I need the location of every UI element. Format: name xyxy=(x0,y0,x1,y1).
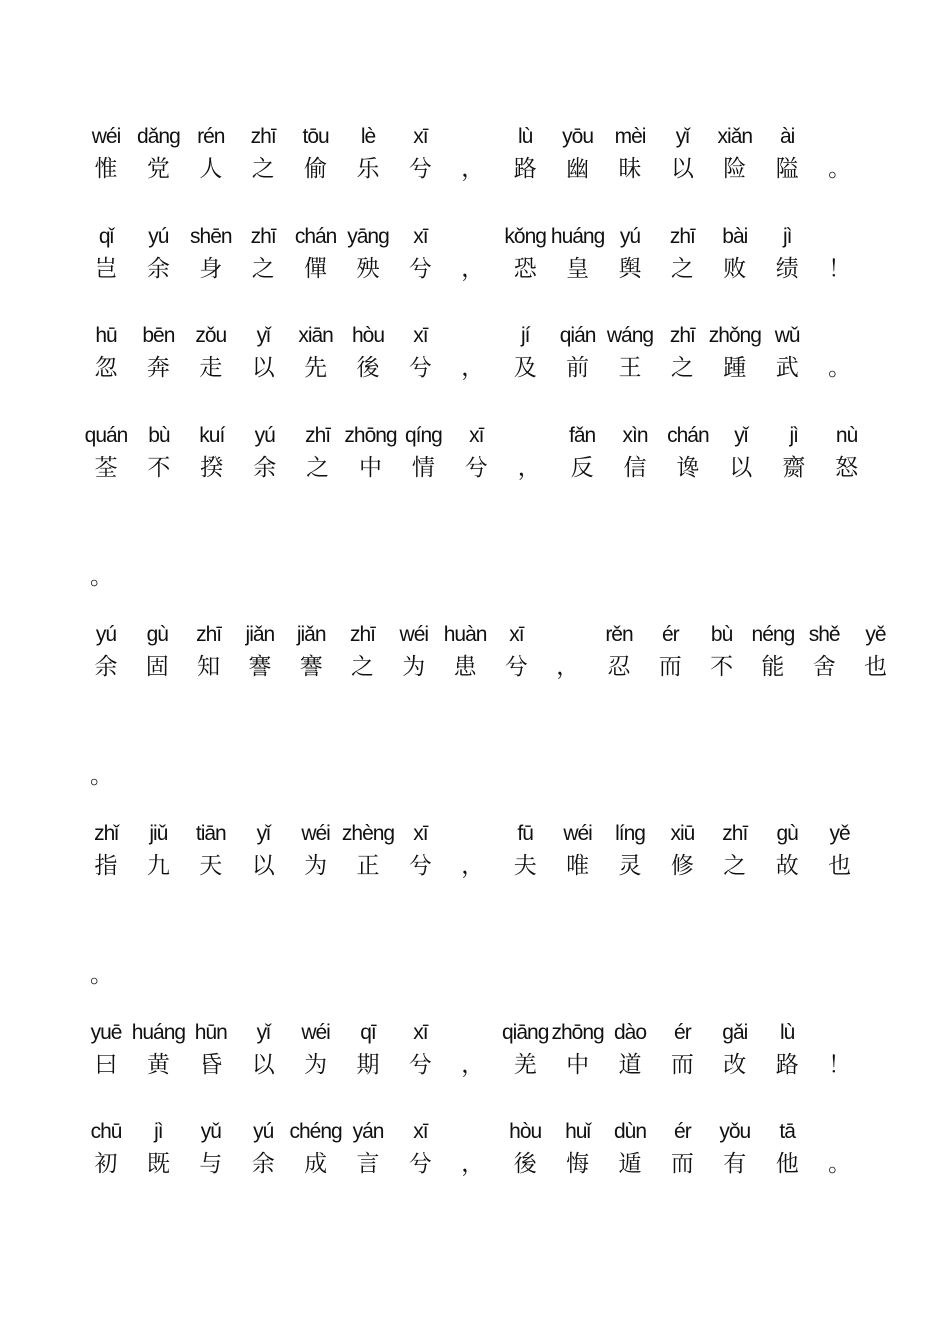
hanzi: 兮 xyxy=(408,853,432,879)
hanzi: 走 xyxy=(199,355,223,381)
pinyin: shě xyxy=(808,623,840,646)
pinyin: ér xyxy=(674,1120,691,1143)
hanzi: 之 xyxy=(670,355,694,381)
pinyin: zhī xyxy=(722,822,748,845)
pinyin: zhī xyxy=(250,125,276,148)
pinyin: zhī xyxy=(669,324,695,347)
hanzi: 知 xyxy=(197,654,221,680)
hanzi: 兮 xyxy=(408,256,432,282)
wrapped-punctuation: 。 xyxy=(90,564,113,590)
hanzi: 言 xyxy=(356,1151,380,1177)
pinyin: qǐ xyxy=(98,225,114,248)
hanzi: 而 xyxy=(658,654,682,680)
hanzi: 也 xyxy=(828,853,852,879)
hanzi: 王 xyxy=(618,355,642,381)
hanzi: 忽 xyxy=(94,355,118,381)
hanzi: 之 xyxy=(251,256,275,282)
pinyin: xiǎn xyxy=(717,125,753,148)
pinyin: qī xyxy=(360,1021,376,1044)
pinyin: wéi xyxy=(399,623,429,646)
pinyin: dùn xyxy=(613,1120,647,1143)
hanzi: 昏 xyxy=(199,1052,223,1078)
hanzi: 灵 xyxy=(618,853,642,879)
hanzi: 谗 xyxy=(676,455,700,481)
hanzi: 期 xyxy=(356,1052,380,1078)
hanzi: 羌 xyxy=(513,1052,537,1078)
pinyin: wǔ xyxy=(774,324,800,347)
hanzi: ， xyxy=(461,355,485,381)
pinyin: bēn xyxy=(142,324,175,347)
pinyin: yāng xyxy=(347,225,389,248)
hanzi: 改 xyxy=(723,1052,747,1078)
pinyin: nù xyxy=(835,424,858,447)
hanzi: 道 xyxy=(618,1052,642,1078)
hanzi: 兮 xyxy=(464,455,488,481)
hanzi: 怒 xyxy=(835,455,859,481)
pinyin: shēn xyxy=(190,225,232,248)
hanzi: 反 xyxy=(570,455,594,481)
verse-line xyxy=(0,1120,950,1200)
pinyin: xī xyxy=(413,1021,428,1044)
pinyin: yě xyxy=(865,623,886,646)
hanzi: ， xyxy=(556,654,580,680)
pinyin: kǒng xyxy=(504,225,546,248)
pinyin: wáng xyxy=(606,324,654,347)
hanzi: 败 xyxy=(723,256,747,282)
pinyin: tā xyxy=(779,1120,795,1143)
pinyin: zhèng xyxy=(341,822,395,845)
hanzi: ！ xyxy=(828,1052,852,1078)
hanzi: 殃 xyxy=(356,256,380,282)
hanzi: 修 xyxy=(670,853,694,879)
hanzi: 中 xyxy=(566,1052,590,1078)
pinyin: huàn xyxy=(443,623,487,646)
hanzi: 悔 xyxy=(566,1151,590,1177)
pinyin: xī xyxy=(413,1120,428,1143)
pinyin: qián xyxy=(559,324,596,347)
hanzi: 人 xyxy=(199,156,223,182)
pinyin: zhǒng xyxy=(708,324,761,347)
pinyin: yǐ xyxy=(256,822,270,845)
pinyin: hòu xyxy=(351,324,385,347)
pinyin: quán xyxy=(84,424,128,447)
hanzi: 能 xyxy=(761,654,785,680)
hanzi: 惟 xyxy=(94,156,118,182)
pinyin: huáng xyxy=(550,225,605,248)
hanzi: 兮 xyxy=(408,1052,432,1078)
hanzi: 皇 xyxy=(566,256,590,282)
pinyin: yú xyxy=(619,225,641,248)
hanzi: 路 xyxy=(775,1052,799,1078)
hanzi: 遁 xyxy=(618,1151,642,1177)
hanzi: 踵 xyxy=(723,355,747,381)
pinyin: bài xyxy=(722,225,748,248)
hanzi: 忍 xyxy=(607,654,631,680)
hanzi: 以 xyxy=(729,455,753,481)
hanzi: 奔 xyxy=(146,355,170,381)
pinyin: zhī xyxy=(669,225,695,248)
pinyin: hòu xyxy=(509,1120,542,1143)
pinyin: gù xyxy=(146,623,168,646)
wrapped-punctuation: 。 xyxy=(90,763,113,789)
pinyin: xī xyxy=(413,324,428,347)
verse-line xyxy=(0,424,950,504)
pinyin: zhōng xyxy=(551,1021,604,1044)
pinyin: hūn xyxy=(194,1021,227,1044)
pinyin: jì xyxy=(154,1120,163,1143)
pinyin: wéi xyxy=(563,822,592,845)
hanzi: 正 xyxy=(356,853,380,879)
pinyin: zhǐ xyxy=(94,822,118,845)
hanzi: 兮 xyxy=(408,156,432,182)
hanzi: 舆 xyxy=(618,256,642,282)
hanzi: ， xyxy=(461,256,485,282)
pinyin: yú xyxy=(254,424,275,447)
pinyin: yě xyxy=(829,822,850,845)
pinyin: xiū xyxy=(670,822,695,845)
pinyin: xī xyxy=(469,424,484,447)
pinyin: jiǔ xyxy=(149,822,168,845)
hanzi: 险 xyxy=(723,156,747,182)
pinyin: néng xyxy=(751,623,795,646)
pinyin: kuí xyxy=(199,424,225,447)
hanzi: 路 xyxy=(513,156,537,182)
hanzi: 偷 xyxy=(304,156,328,182)
hanzi: 後 xyxy=(356,355,380,381)
hanzi: 有 xyxy=(723,1151,747,1177)
hanzi: 後 xyxy=(513,1151,537,1177)
hanzi: 荃 xyxy=(94,455,118,481)
hanzi: 武 xyxy=(775,355,799,381)
hanzi: 他 xyxy=(775,1151,799,1177)
pinyin: yǐ xyxy=(734,424,748,447)
wrapped-punctuation: 。 xyxy=(90,962,113,988)
pinyin: tiān xyxy=(195,822,226,845)
pinyin: lè xyxy=(360,125,376,148)
verse-line xyxy=(0,225,950,305)
pinyin: hū xyxy=(95,324,117,347)
pinyin: ér xyxy=(674,1021,691,1044)
pinyin: yǐ xyxy=(256,1021,270,1044)
hanzi: 唯 xyxy=(566,853,590,879)
verse-line xyxy=(0,1021,950,1101)
pinyin: ér xyxy=(661,623,679,646)
pinyin: lù xyxy=(780,1021,795,1044)
hanzi: 以 xyxy=(251,853,275,879)
pinyin: yán xyxy=(352,1120,384,1143)
pinyin: wéi xyxy=(301,822,330,845)
pinyin: rěn xyxy=(605,623,633,646)
pinyin: gù xyxy=(776,822,798,845)
hanzi: 及 xyxy=(513,355,537,381)
hanzi: 岂 xyxy=(94,256,118,282)
pinyin: dǎng xyxy=(137,125,180,148)
pinyin: líng xyxy=(615,822,645,845)
pinyin: zhī xyxy=(250,225,276,248)
verse-line xyxy=(0,822,950,902)
pinyin: qiāng xyxy=(501,1021,549,1044)
hanzi: 也 xyxy=(864,654,887,680)
pinyin: yuē xyxy=(90,1021,122,1044)
pinyin: bù xyxy=(148,424,170,447)
pinyin: yōu xyxy=(562,125,594,148)
pinyin: yǒu xyxy=(719,1120,751,1143)
hanzi: 不 xyxy=(147,455,171,481)
hanzi: 患 xyxy=(453,654,477,680)
pinyin: chán xyxy=(294,225,337,248)
hanzi: 之 xyxy=(723,853,747,879)
hanzi: 初 xyxy=(94,1151,118,1177)
pinyin: zhī xyxy=(196,623,222,646)
pinyin: xī xyxy=(509,623,524,646)
hanzi: 信 xyxy=(623,455,647,481)
pinyin: yǔ xyxy=(200,1120,221,1143)
hanzi: 天 xyxy=(199,853,223,879)
hanzi: 謇 xyxy=(299,654,323,680)
hanzi: 隘 xyxy=(775,156,799,182)
verse-line xyxy=(0,125,950,205)
hanzi: 为 xyxy=(304,853,328,879)
pinyin: chū xyxy=(90,1120,122,1143)
pinyin: tōu xyxy=(302,125,329,148)
hanzi: 余 xyxy=(253,455,277,481)
hanzi: ， xyxy=(517,455,541,481)
pinyin: ài xyxy=(780,125,795,148)
pinyin: huǐ xyxy=(565,1120,591,1143)
pinyin: zhī xyxy=(305,424,331,447)
hanzi: 而 xyxy=(670,1151,694,1177)
hanzi: ， xyxy=(461,1151,485,1177)
pinyin: lù xyxy=(518,125,533,148)
hanzi: 謇 xyxy=(248,654,272,680)
pinyin: xiān xyxy=(298,324,333,347)
pinyin: jiǎn xyxy=(296,623,326,646)
pinyin: jì xyxy=(782,225,792,248)
pinyin: jiǎn xyxy=(245,623,275,646)
hanzi: 恐 xyxy=(513,256,537,282)
hanzi: 指 xyxy=(94,853,118,879)
hanzi: 余 xyxy=(146,256,170,282)
hanzi: 兮 xyxy=(408,1151,432,1177)
pinyin: chéng xyxy=(289,1120,342,1143)
hanzi: 。 xyxy=(828,355,852,381)
pinyin: yǐ xyxy=(675,125,689,148)
pinyin: zhī xyxy=(349,623,375,646)
hanzi: 与 xyxy=(199,1151,223,1177)
hanzi: 而 xyxy=(670,1052,694,1078)
hanzi: 党 xyxy=(146,156,170,182)
pinyin: xī xyxy=(413,822,428,845)
hanzi: 余 xyxy=(94,654,118,680)
hanzi: 九 xyxy=(146,853,170,879)
hanzi: 绩 xyxy=(775,256,799,282)
hanzi: 之 xyxy=(306,455,330,481)
hanzi: 揆 xyxy=(200,455,224,481)
hanzi: 昧 xyxy=(618,156,642,182)
hanzi: 之 xyxy=(251,156,275,182)
hanzi: 中 xyxy=(359,455,382,481)
hanzi: 。 xyxy=(828,156,852,182)
pinyin: jì xyxy=(789,424,798,447)
pinyin: yú xyxy=(95,623,117,646)
pinyin: yǐ xyxy=(256,324,270,347)
hanzi: 以 xyxy=(251,1052,275,1078)
hanzi: 兮 xyxy=(504,654,528,680)
hanzi: ， xyxy=(461,1052,485,1078)
hanzi: 前 xyxy=(566,355,590,381)
pinyin: fǎn xyxy=(568,424,596,447)
hanzi: 兮 xyxy=(408,355,432,381)
hanzi: 为 xyxy=(402,654,426,680)
hanzi: 以 xyxy=(251,355,275,381)
hanzi: ， xyxy=(461,853,485,879)
hanzi: 故 xyxy=(775,853,799,879)
hanzi: 余 xyxy=(251,1151,275,1177)
pinyin: wéi xyxy=(301,1021,330,1044)
pinyin: mèi xyxy=(614,125,646,148)
hanzi: 夫 xyxy=(513,853,537,879)
pinyin: xī xyxy=(413,125,428,148)
hanzi: 舍 xyxy=(812,654,836,680)
hanzi: ！ xyxy=(828,256,852,282)
hanzi: 之 xyxy=(351,654,374,680)
hanzi: 固 xyxy=(145,654,169,680)
hanzi: 幽 xyxy=(566,156,590,182)
pinyin: dào xyxy=(613,1021,647,1044)
hanzi: 乐 xyxy=(356,156,380,182)
pinyin: yú xyxy=(253,1120,274,1143)
pinyin: qíng xyxy=(404,424,442,447)
hanzi: 为 xyxy=(304,1052,328,1078)
hanzi: 黄 xyxy=(146,1052,170,1078)
hanzi: ， xyxy=(461,156,485,182)
pinyin: chán xyxy=(667,424,709,447)
pinyin: xī xyxy=(413,225,428,248)
hanzi: 成 xyxy=(304,1151,328,1177)
verse-line xyxy=(0,324,950,404)
hanzi: 曰 xyxy=(94,1052,118,1078)
hanzi: 情 xyxy=(411,455,435,481)
pinyin: bù xyxy=(710,623,733,646)
verse-line xyxy=(0,623,950,703)
hanzi: 既 xyxy=(146,1151,170,1177)
pinyin: yú xyxy=(148,225,169,248)
pinyin: xìn xyxy=(622,424,648,447)
pinyin: jí xyxy=(520,324,530,347)
pinyin: wéi xyxy=(91,125,121,148)
pinyin: rén xyxy=(197,125,225,148)
hanzi: 先 xyxy=(304,355,328,381)
hanzi: 之 xyxy=(670,256,694,282)
hanzi: 身 xyxy=(199,256,223,282)
hanzi: 以 xyxy=(670,156,694,182)
pinyin: gǎi xyxy=(722,1021,748,1044)
hanzi: 齌 xyxy=(782,455,806,481)
pinyin: zhōng xyxy=(344,424,397,447)
pinyin: huáng xyxy=(131,1021,186,1044)
pinyin: fū xyxy=(517,822,533,845)
hanzi: 。 xyxy=(828,1151,852,1177)
hanzi: 不 xyxy=(710,654,734,680)
hanzi: 僤 xyxy=(304,256,328,282)
pinyin: zǒu xyxy=(195,324,227,347)
